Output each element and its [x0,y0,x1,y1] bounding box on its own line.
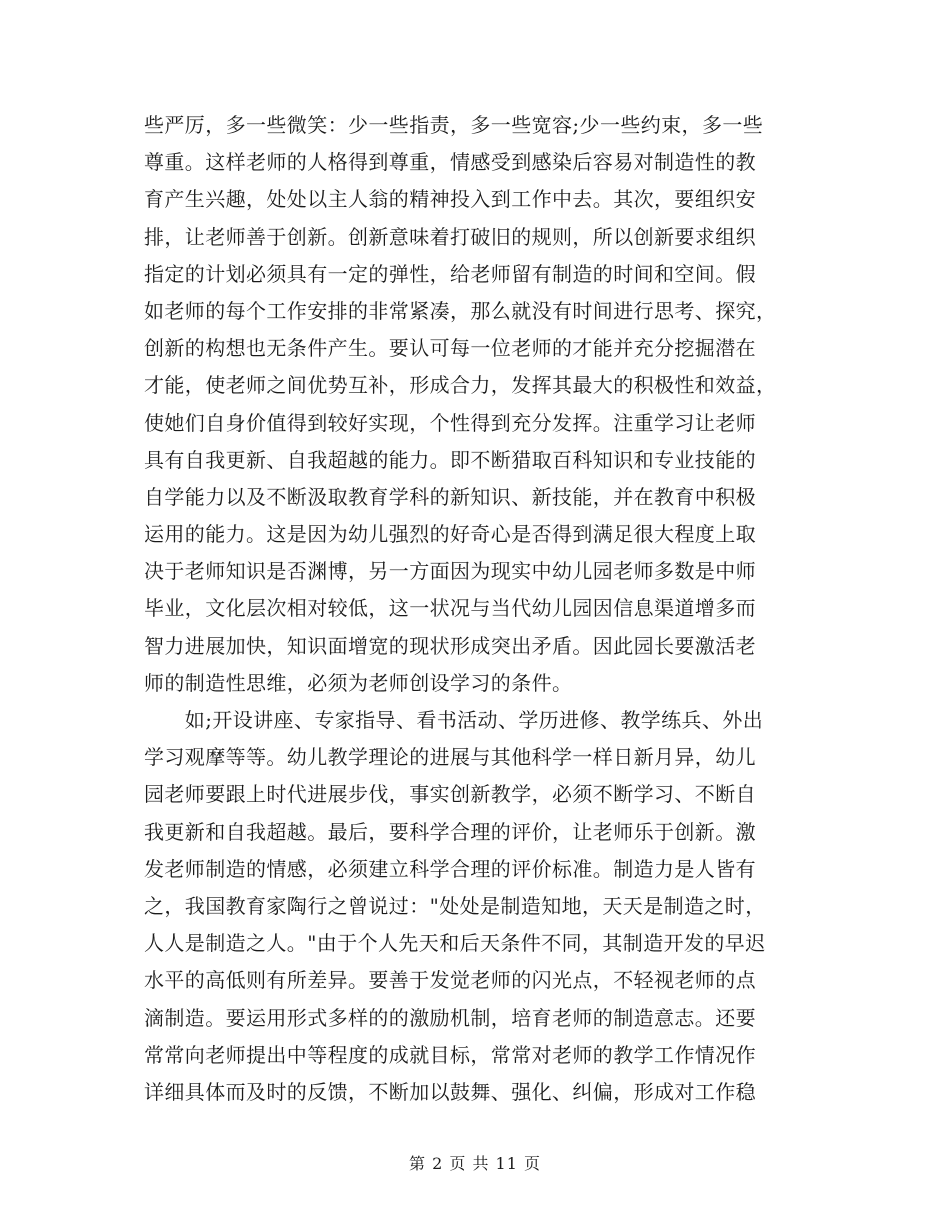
text-line: 决于老师知识是否渊博，另一方面因为现实中幼儿园老师多数是中师 [144,559,756,584]
page-number-footer: 第 2 页 共 11 页 [409,1154,541,1173]
text-line: 才能，使老师之间优势互补，形成合力，发挥其最大的积极性和效益， [144,373,777,398]
text-line: 具有自我更新、自我超越的能力。即不断猎取百科知识和专业技能的 [144,447,756,472]
text-line: 水平的高低则有所差异。要善于发觉老师的闪光点，不轻视老师的点 [144,968,756,993]
text-line: 创新的构想也无条件产生。要认可每一位老师的才能并充分挖掘潜在 [144,336,756,361]
text-line: 运用的能力。这是因为幼儿强烈的好奇心是否得到满足很大程度上取 [144,522,756,547]
text-line: 发老师制造的情感，必须建立科学合理的评价标准。制造力是人皆有 [144,856,756,881]
text-line: 如老师的每个工作安排的非常紧凑，那么就没有时间进行思考、探究， [144,298,777,323]
text-line: 学习观摩等等。幼儿教学理论的进展与其他科学一样日新月异，幼儿 [144,745,756,770]
text-line: 如;开设讲座、专家指导、看书活动、学历进修、教学练兵、外出 [144,708,764,732]
text-line: 园老师要跟上时代进展步伐，事实创新教学，必须不断学习、不断自 [144,782,756,807]
body-text [144,107,804,1111]
text-line: 滴制造。要运用形式多样的的激励机制，培育老师的制造意志。还要 [144,1005,756,1030]
text-line: 详细具体而及时的反馈，不断加以鼓舞、强化、纠偏，形成对工作稳 [144,1079,756,1104]
text-line: 些严厉，多一些微笑：少一些指责，多一些宽容;少一些约束，多一些 [144,113,764,137]
text-line: 人人是制造之人。"由于个人先天和后天条件不同，其制造开发的早迟 [144,931,766,956]
text-line: 排，让老师善于创新。创新意味着打破旧的规则，所以创新要求组织 [144,224,756,249]
text-line: 智力进展加快，知识面增宽的现状形成突出矛盾。因此园长要激活老 [144,633,756,658]
text-line: 尊重。这样老师的人格得到尊重，情感受到感染后容易对制造性的教 [144,150,756,175]
text-line: 使她们自身价值得到较好实现，个性得到充分发挥。注重学习让老师 [144,410,756,435]
text-line: 育产生兴趣，处处以主人翁的精神投入到工作中去。其次，要组织安 [144,187,756,212]
text-line: 我更新和自我超越。最后，要科学合理的评价，让老师乐于创新。激 [144,819,756,844]
text-line: 师的制造性思维，必须为老师创设学习的条件。 [144,670,573,695]
text-line: 毕业，文化层次相对较低，这一状况与当代幼儿园因信息渠道增多而 [144,596,756,621]
text-line: 自学能力以及不断汲取教育学科的新知识、新技能，并在教育中积极 [144,484,756,509]
text-line: 常常向老师提出中等程度的成就目标，常常对老师的教学工作情况作 [144,1042,756,1067]
text-line: 指定的计划必须具有一定的弹性，给老师留有制造的时间和空间。假 [144,261,756,286]
text-line: 之，我国教育家陶行之曾说过："处处是制造知地，天天是制造之时， [144,893,766,918]
